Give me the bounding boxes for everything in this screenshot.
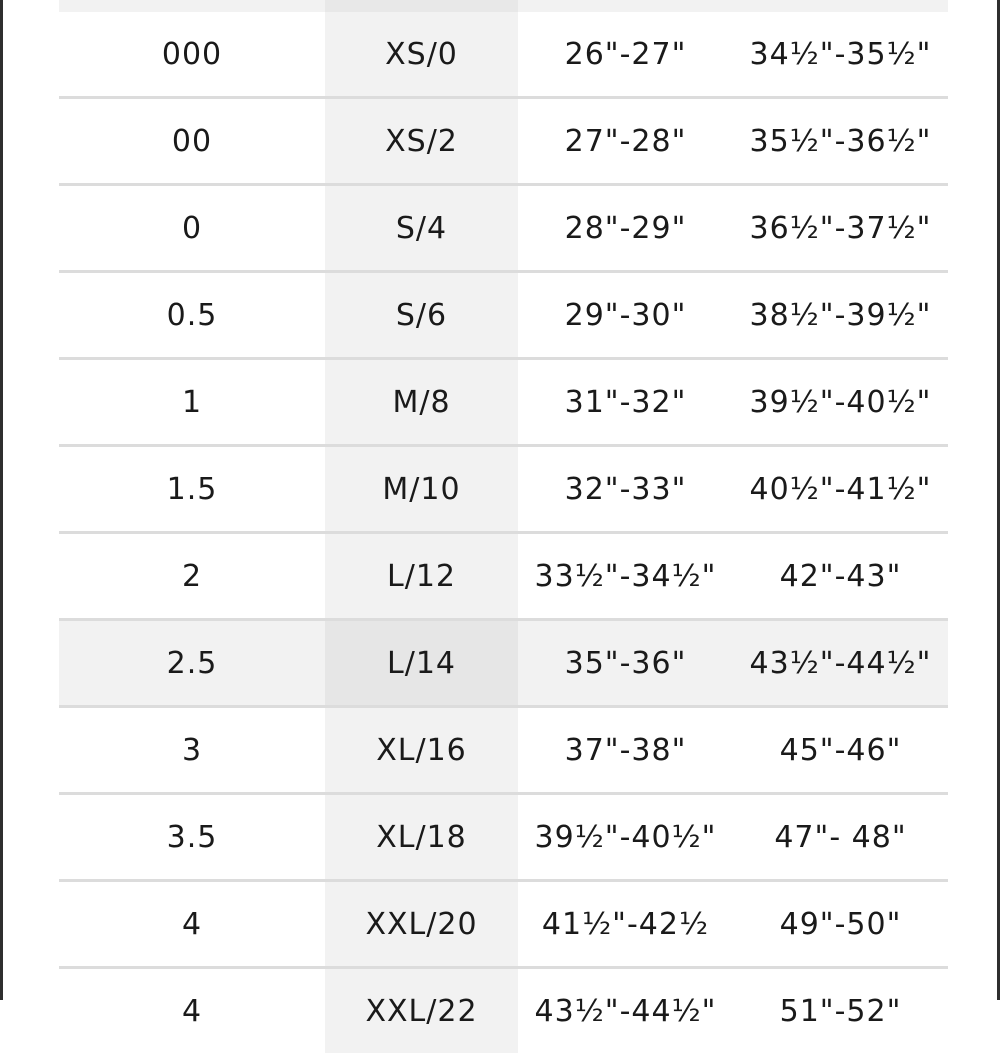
hips-cell: 47"- 48" bbox=[733, 795, 948, 879]
size-cell: 1 bbox=[59, 360, 325, 444]
letter-size-cell: XL/18 bbox=[325, 795, 518, 879]
hips-cell: 51"-52" bbox=[733, 969, 948, 1053]
size-cell: 0 bbox=[59, 186, 325, 270]
hips-cell: 38½"-39½" bbox=[733, 273, 948, 357]
table-row bbox=[59, 531, 948, 618]
hips-cell: 39½"-40½" bbox=[733, 360, 948, 444]
size-cell: 1.5 bbox=[59, 447, 325, 531]
table-row bbox=[59, 966, 948, 1053]
hips-cell: 42"-43" bbox=[733, 534, 948, 618]
size-cell: 00 bbox=[59, 99, 325, 183]
letter-size-cell: XS/0 bbox=[325, 12, 518, 96]
letter-size-cell: S/6 bbox=[325, 273, 518, 357]
table-body bbox=[59, 12, 948, 1053]
waist-cell: 26"-27" bbox=[518, 12, 733, 96]
hips-cell: 36½"-37½" bbox=[733, 186, 948, 270]
letter-size-cell: M/8 bbox=[325, 360, 518, 444]
size-cell: 3 bbox=[59, 708, 325, 792]
hips-cell: 40½"-41½" bbox=[733, 447, 948, 531]
size-cell: 4 bbox=[59, 882, 325, 966]
size-cell: 2 bbox=[59, 534, 325, 618]
table-row bbox=[59, 618, 948, 705]
table-row bbox=[59, 357, 948, 444]
table-row bbox=[59, 444, 948, 531]
table-row bbox=[59, 792, 948, 879]
table-row bbox=[59, 879, 948, 966]
hips-cell: 43½"-44½" bbox=[733, 621, 948, 705]
waist-cell: 43½"-44½" bbox=[518, 969, 733, 1053]
letter-size-cell: L/14 bbox=[325, 621, 518, 705]
table-row bbox=[59, 96, 948, 183]
waist-cell: 37"-38" bbox=[518, 708, 733, 792]
size-cell: 3.5 bbox=[59, 795, 325, 879]
waist-cell: 27"-28" bbox=[518, 99, 733, 183]
hips-cell: 45"-46" bbox=[733, 708, 948, 792]
letter-size-cell: S/4 bbox=[325, 186, 518, 270]
size-cell: 4 bbox=[59, 969, 325, 1053]
waist-cell: 41½"-42½ bbox=[518, 882, 733, 966]
waist-cell: 29"-30" bbox=[518, 273, 733, 357]
hips-cell: 35½"-36½" bbox=[733, 99, 948, 183]
header-strip-shaded-column bbox=[325, 0, 518, 12]
waist-cell: 32"-33" bbox=[518, 447, 733, 531]
size-cell: 2.5 bbox=[59, 621, 325, 705]
table-row bbox=[59, 270, 948, 357]
waist-cell: 31"-32" bbox=[518, 360, 733, 444]
table-row bbox=[59, 12, 948, 96]
letter-size-cell: XXL/20 bbox=[325, 882, 518, 966]
letter-size-cell: M/10 bbox=[325, 447, 518, 531]
letter-size-cell: XXL/22 bbox=[325, 969, 518, 1053]
waist-cell: 28"-29" bbox=[518, 186, 733, 270]
letter-size-cell: XL/16 bbox=[325, 708, 518, 792]
size-cell: 000 bbox=[59, 12, 325, 96]
table-row bbox=[59, 183, 948, 270]
table-row bbox=[59, 705, 948, 792]
size-chart-table bbox=[59, 0, 948, 1029]
size-cell: 0.5 bbox=[59, 273, 325, 357]
letter-size-cell: L/12 bbox=[325, 534, 518, 618]
hips-cell: 49"-50" bbox=[733, 882, 948, 966]
waist-cell: 35"-36" bbox=[518, 621, 733, 705]
waist-cell: 39½"-40½" bbox=[518, 795, 733, 879]
hips-cell: 34½"-35½" bbox=[733, 12, 948, 96]
waist-cell: 33½"-34½" bbox=[518, 534, 733, 618]
letter-size-cell: XS/2 bbox=[325, 99, 518, 183]
